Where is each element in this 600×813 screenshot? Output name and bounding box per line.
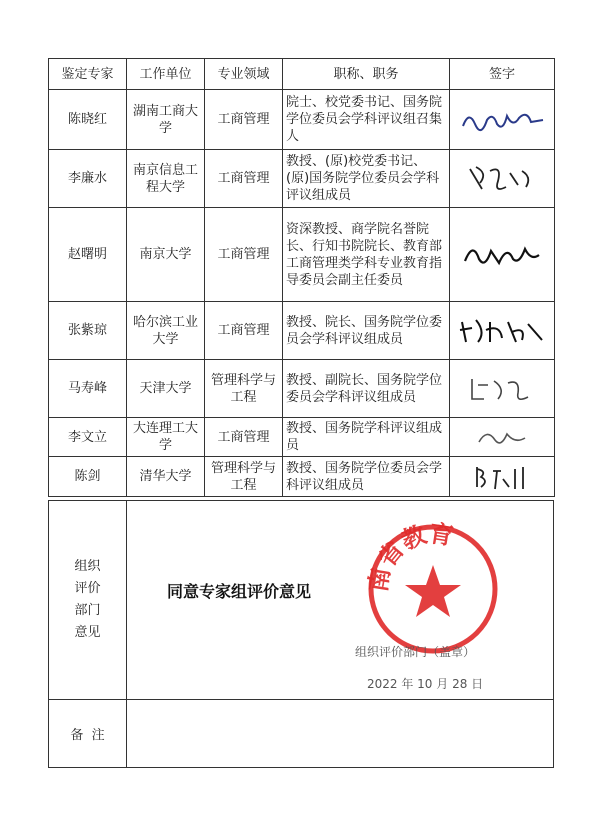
evaluation-form bbox=[48, 58, 554, 768]
expert-title: 教授、国务院学科评议组成员 bbox=[283, 418, 450, 457]
expert-field: 工商管理 bbox=[205, 90, 283, 150]
handwritten-signature bbox=[456, 312, 548, 350]
org-opinion-cell bbox=[126, 500, 554, 700]
header-expert: 鉴定专家 bbox=[49, 59, 127, 90]
expert-name: 马寿峰 bbox=[49, 360, 127, 418]
org-opinion-label-cell bbox=[48, 500, 127, 700]
expert-title: 教授、(原)校党委书记、(原)国务院学位委员会学科评议组成员 bbox=[283, 150, 450, 208]
label-line: 意见 bbox=[74, 625, 101, 640]
signature-cell bbox=[450, 208, 555, 302]
expert-field: 工商管理 bbox=[205, 302, 283, 360]
table-row bbox=[49, 150, 555, 208]
label-line: 组织 bbox=[74, 559, 101, 574]
org-signature-line: 组织评价部门（盖章） bbox=[355, 645, 476, 659]
handwritten-signature bbox=[457, 102, 547, 138]
table-row bbox=[49, 457, 555, 497]
handwritten-signature bbox=[462, 371, 542, 407]
signature-cell bbox=[450, 302, 555, 360]
expert-name: 李廉水 bbox=[49, 150, 127, 208]
remark-label: 备 注 bbox=[48, 699, 127, 768]
experts-table bbox=[48, 58, 555, 497]
table-row bbox=[49, 360, 555, 418]
expert-title: 教授、副院长、国务院学位委员会学科评议组成员 bbox=[283, 360, 450, 418]
header-field: 专业领域 bbox=[205, 59, 283, 90]
header-unit: 工作单位 bbox=[127, 59, 205, 90]
expert-unit: 清华大学 bbox=[127, 457, 205, 497]
org-opinion-label bbox=[68, 556, 108, 644]
table-header-row bbox=[49, 59, 555, 90]
expert-title: 院士、校党委书记、国务院学位委员会学科评议组召集人 bbox=[283, 90, 450, 150]
table-row bbox=[49, 302, 555, 360]
signature-cell bbox=[450, 418, 555, 457]
expert-unit: 南京大学 bbox=[127, 208, 205, 302]
seal-text: 南省教育 bbox=[363, 519, 456, 594]
table-row bbox=[49, 208, 555, 302]
expert-unit: 天津大学 bbox=[127, 360, 205, 418]
signature-cell bbox=[450, 90, 555, 150]
handwritten-signature bbox=[467, 422, 537, 452]
signature-cell bbox=[450, 360, 555, 418]
expert-field: 管理科学与工程 bbox=[205, 360, 283, 418]
table-row bbox=[49, 418, 555, 457]
date-line: 2022 年 10 月 28 日 bbox=[367, 677, 484, 691]
handwritten-signature bbox=[462, 159, 542, 199]
label-line: 部门 bbox=[74, 603, 101, 618]
svg-text:南省教育 bbox=[364, 519, 455, 594]
handwritten-signature bbox=[467, 461, 537, 493]
expert-unit: 哈尔滨工业大学 bbox=[127, 302, 205, 360]
expert-name: 李文立 bbox=[49, 418, 127, 457]
expert-field: 管理科学与工程 bbox=[205, 457, 283, 497]
table-row bbox=[49, 90, 555, 150]
expert-unit: 大连理工大学 bbox=[127, 418, 205, 457]
expert-title: 教授、院长、国务院学位委员会学科评议组成员 bbox=[283, 302, 450, 360]
expert-unit: 南京信息工程大学 bbox=[127, 150, 205, 208]
expert-unit: 湖南工商大学 bbox=[127, 90, 205, 150]
expert-field: 工商管理 bbox=[205, 208, 283, 302]
expert-name: 张紫琼 bbox=[49, 302, 127, 360]
expert-title: 资深教授、商学院名誉院长、行知书院院长、教育部工商管理类学科专业教育指导委员会副主任委员 bbox=[283, 208, 450, 302]
expert-field: 工商管理 bbox=[205, 418, 283, 457]
label-line: 评价 bbox=[74, 581, 101, 596]
expert-title: 教授、国务院学位委员会学科评议组成员 bbox=[283, 457, 450, 497]
approval-section bbox=[48, 500, 554, 768]
expert-field: 工商管理 bbox=[205, 150, 283, 208]
header-title: 职称、职务 bbox=[283, 59, 450, 90]
remark-cell bbox=[126, 699, 554, 768]
header-signature: 签字 bbox=[450, 59, 555, 90]
expert-name: 陈晓红 bbox=[49, 90, 127, 150]
handwritten-signature bbox=[459, 235, 545, 275]
expert-name: 赵曙明 bbox=[49, 208, 127, 302]
opinion-text: 同意专家组评价意见 bbox=[167, 582, 312, 601]
official-seal-icon bbox=[363, 519, 503, 659]
signature-cell bbox=[450, 150, 555, 208]
expert-name: 陈剑 bbox=[49, 457, 127, 497]
signature-cell bbox=[450, 457, 555, 497]
